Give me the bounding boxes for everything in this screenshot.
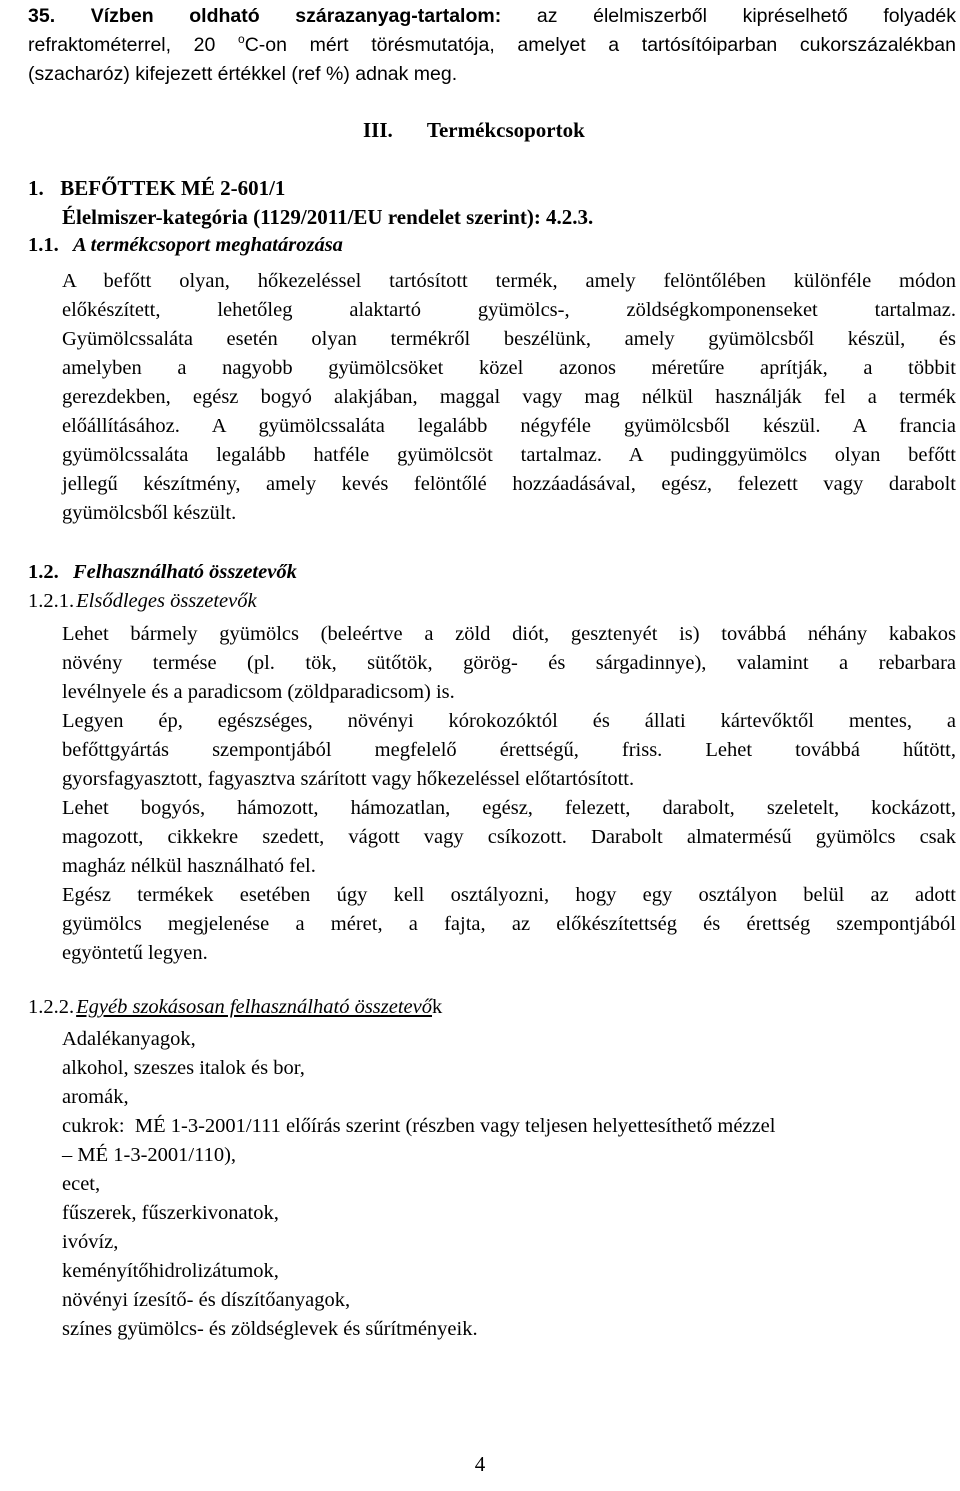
ingredient-item: Adalékanyagok,: [62, 1028, 196, 1050]
s121-line-7: Lehet bogyós, hámozott, hámozatlan, egész, felezett, darabolt, szeletelt, kockázott,: [62, 797, 956, 819]
subsection-number: 1.: [28, 176, 44, 200]
s121-line-2: növény termése (pl. tök, sütőtök, görög- és sárgadinnye), valamint a rebarbara: [62, 652, 956, 674]
s111-heading: [28, 234, 343, 257]
ingredient-item: fűszerek, fűszerkivonatok,: [62, 1202, 279, 1224]
s122-title: Egyéb szokásosan felhasználható összetevő: [76, 996, 432, 1018]
s122-title-tail: k: [432, 996, 443, 1018]
s122-number: 1.2.2.: [28, 996, 75, 1018]
s111-line-8: jellegű készítmény, amely kevés felöntőlé hozzáadásával, egész, felezett vagy darabolt: [62, 473, 956, 495]
s121-number: 1.2.1.: [28, 590, 75, 612]
ingredient-item: színes gyümölcs- és zöldséglevek és sűrítményeik.: [62, 1318, 478, 1340]
definition-line-3: (szacharóz) kifejezett értékkel (ref %) adnak meg.: [28, 63, 458, 85]
ingredient-item: ecet,: [62, 1173, 101, 1195]
s111-line-2: előkészített, lehetőleg alaktartó gyümölcs-, zöldségkomponenseket tartalmaz.: [62, 299, 956, 321]
s111-number: 1.1.: [28, 234, 59, 256]
s121-line-12: egyöntetű legyen.: [62, 942, 208, 964]
subsection-heading: [28, 176, 285, 201]
s121-line-4: Legyen ép, egészséges, növényi kórokozóktól és állati kártevőktől mentes, a: [62, 710, 956, 732]
page-number: 4: [474, 1452, 486, 1476]
s111-line-9: gyümölcsből készült.: [62, 502, 237, 524]
s111-line-5: gerezdekben, egész bogyó alakjában, maggal vagy mag nélkül használják fel a termék: [62, 386, 956, 408]
subsection-title: BEFŐTTEK MÉ 2-601/1: [60, 176, 286, 200]
food-category-line: Élelmiszer-kategória (1129/2011/EU rendelet szerint): 4.2.3.: [62, 205, 594, 229]
s121-line-9: magház nélkül használható fel.: [62, 855, 316, 877]
ingredient-item: cukrok: MÉ 1-3-2001/111 előírás szerint (részben vagy teljesen helyettesíthető mézzel: [62, 1115, 776, 1137]
s111-line-7: gyümölcssaláta legalább hatféle gyümölcsöt tartalmaz. A pudinggyümölcs olyan befőtt: [62, 444, 956, 466]
s121-line-10: Egész termékek esetében úgy kell osztályozni, hogy egy osztályon belül az adott: [62, 884, 956, 906]
s121-title: Elsődleges összetevők: [76, 590, 257, 612]
s121-line-8: magozott, cikkekre szedett, vágott vagy csíkozott. Darabolt almatermésű gyümölcs csak: [62, 826, 956, 848]
s111-line-3: Gyümölcssaláta esetén olyan termékről beszélünk, amely gyümölcsből készül, és: [62, 328, 956, 350]
s111-line-4: amelyben a nagyobb gyümölcsöket közel azonos méretűre aprítják, a többit: [62, 357, 956, 379]
ingredient-item: keményítőhidrolizátumok,: [62, 1260, 279, 1282]
s111-line-6: előállításához. A gyümölcssaláta legalább négyféle gyümölcsből készül. A francia: [62, 415, 956, 437]
s121-line-3: levélnyele és a paradicsom (zöldparadicsom) is.: [62, 681, 455, 703]
s122-heading: [28, 996, 442, 1019]
s111-title: A termékcsoport meghatározása: [73, 234, 343, 256]
section-heading: [363, 118, 585, 143]
definition-paragraph: [28, 2, 956, 89]
ingredient-item: ivóvíz,: [62, 1231, 119, 1253]
ingredient-item: – MÉ 1-3-2001/110),: [62, 1144, 237, 1166]
s111-line-1: A befőtt olyan, hőkezeléssel tartósított termék, amely felöntőlében különféle módon: [62, 270, 956, 292]
s121-line-5: befőttgyártás szempontjából megfelelő érettségű, friss. Lehet továbbá hűtött,: [62, 739, 956, 761]
ingredient-item: aromák,: [62, 1086, 129, 1108]
section-title: Termékcsoportok: [426, 118, 585, 142]
s121-line-6: gyorsfagyasztott, fagyasztva szárított vagy hőkezeléssel előtartósított.: [62, 768, 635, 790]
s12-number: 1.2.: [28, 561, 59, 583]
degree-sup: o: [238, 31, 245, 46]
definition-line-1: 35. Vízben oldható szárazanyag-tartalom: az élelmiszerből kipréselhető folyadék: [28, 5, 956, 27]
ingredient-item: alkohol, szeszes italok és bor,: [62, 1057, 305, 1079]
ingredient-item: növényi ízesítő- és díszítőanyagok,: [62, 1289, 351, 1311]
s12-title: Felhasználható összetevők: [73, 561, 297, 583]
section-roman: III.: [363, 118, 393, 142]
s121-heading: [28, 590, 257, 613]
s121-line-1: Lehet bármely gyümölcs (beleértve a zöld diót, gesztenyét is) továbbá néhány kabakos: [62, 623, 956, 645]
definition-line-2: refraktométerrel, 20 $^o$C-on mért törésmutatója, amelyet a tartósítóiparban cukorszázalékban: [28, 31, 956, 56]
definition-term: 35. Vízben oldható szárazanyag-tartalom:: [28, 5, 502, 27]
s12-heading: [28, 561, 297, 584]
s121-line-11: gyümölcs megjelenése a méret, a fajta, az előkészítettség és érettség szempontjából: [62, 913, 956, 935]
